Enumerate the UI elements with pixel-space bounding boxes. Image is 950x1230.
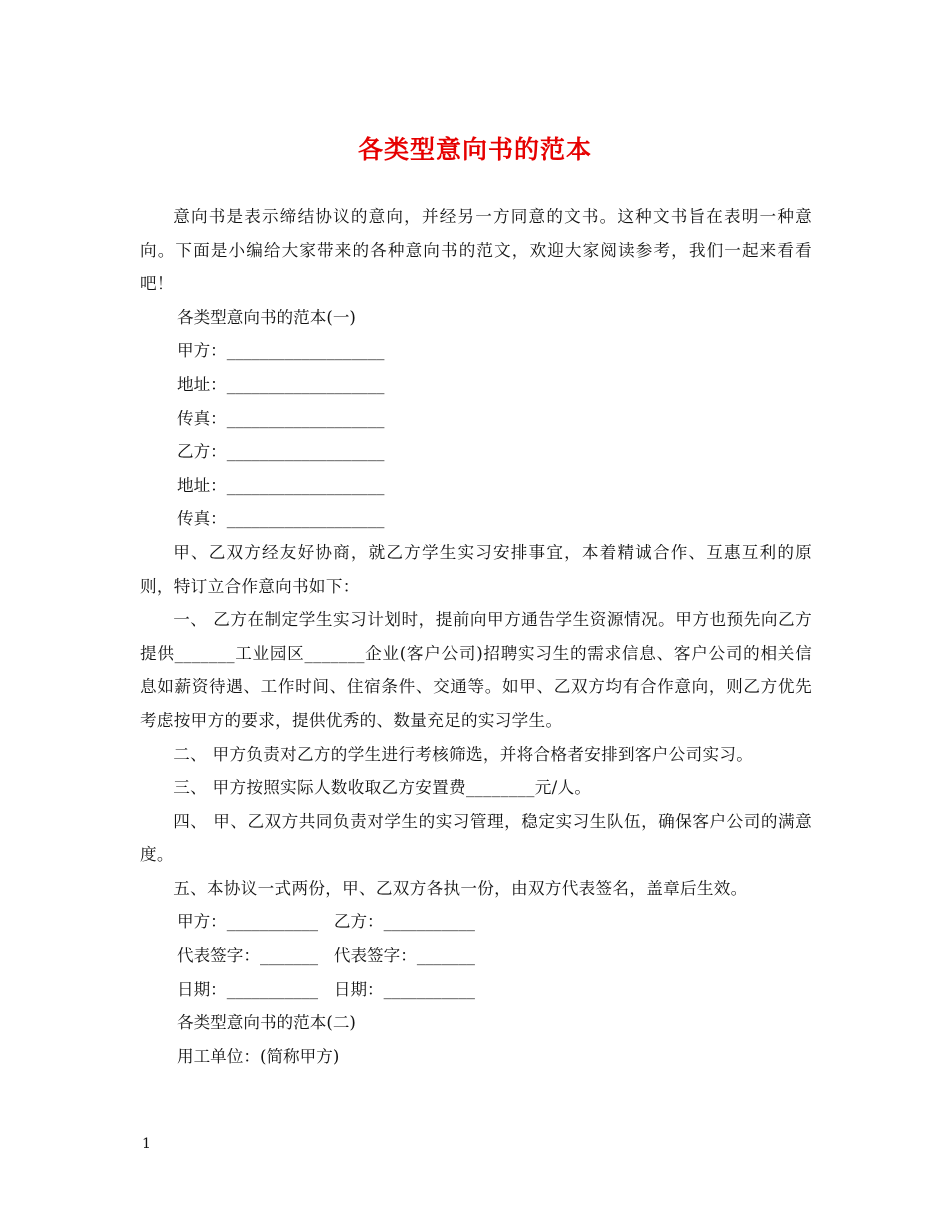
page-number: 1 bbox=[142, 1136, 151, 1152]
clause-5: 五、本协议一式两份，甲、乙双方各执一份，由双方代表签名，盖章后生效。 bbox=[173, 878, 748, 898]
clause-1: 一、 乙方在制定学生实习计划时，提前向甲方通告学生资源情况。甲方也预先向乙方提供_______工业园区_______企业(客户公司)招聘实习生的需求信息、客户公司的相关信息如薪资待遇、工作时间、住宿条件、交通等。如甲、乙双方均有合作意向，则乙方优先考虑按甲方的要求，提供优秀的、数量充足的实习学生。 bbox=[140, 610, 812, 730]
section-heading-2: 各类型意向书的范本(二) bbox=[177, 1013, 356, 1033]
party-a-field: 甲方：___________________ bbox=[177, 341, 385, 361]
party-a-fax-field: 传真：___________________ bbox=[177, 408, 385, 428]
employer-field: 用工单位：(简称甲方) bbox=[177, 1046, 340, 1066]
section-heading-1: 各类型意向书的范本(一) bbox=[177, 307, 356, 327]
signature-date-line: 日期：___________ 日期：___________ bbox=[177, 979, 475, 999]
party-b-address-field: 地址：___________________ bbox=[177, 475, 385, 495]
signature-representative-line: 代表签字：_______ 代表签字：_______ bbox=[177, 946, 475, 966]
clause-3: 三、 甲方按照实际人数收取乙方安置费________元/人。 bbox=[173, 778, 592, 798]
clause-2: 二、 甲方负责对乙方的学生进行考核筛选，并将合格者安排到客户公司实习。 bbox=[173, 744, 754, 764]
party-b-field: 乙方：___________________ bbox=[177, 442, 385, 462]
clause-4: 四、 甲、乙双方共同负责对学生的实习管理，稳定实习生队伍，确保客户公司的满意度。 bbox=[140, 811, 812, 865]
agreement-preamble: 甲、乙双方经友好协商，就乙方学生实习安排事宜，本着精诚合作、互惠互利的原则，特订立合作意向书如下： bbox=[140, 542, 812, 596]
document-body bbox=[140, 200, 812, 1073]
intro-paragraph: 意向书是表示缔结协议的意向，并经另一方同意的文书。这种文书旨在表明一种意向。下面是小编给大家带来的各种意向书的范文，欢迎大家阅读参考，我们一起来看看吧！ bbox=[140, 207, 812, 294]
signature-parties-line: 甲方：___________ 乙方：___________ bbox=[177, 912, 475, 932]
party-b-fax-field: 传真：___________________ bbox=[177, 509, 385, 529]
document-title: 各类型意向书的范本 bbox=[357, 135, 592, 164]
party-a-address-field: 地址：___________________ bbox=[177, 374, 385, 394]
